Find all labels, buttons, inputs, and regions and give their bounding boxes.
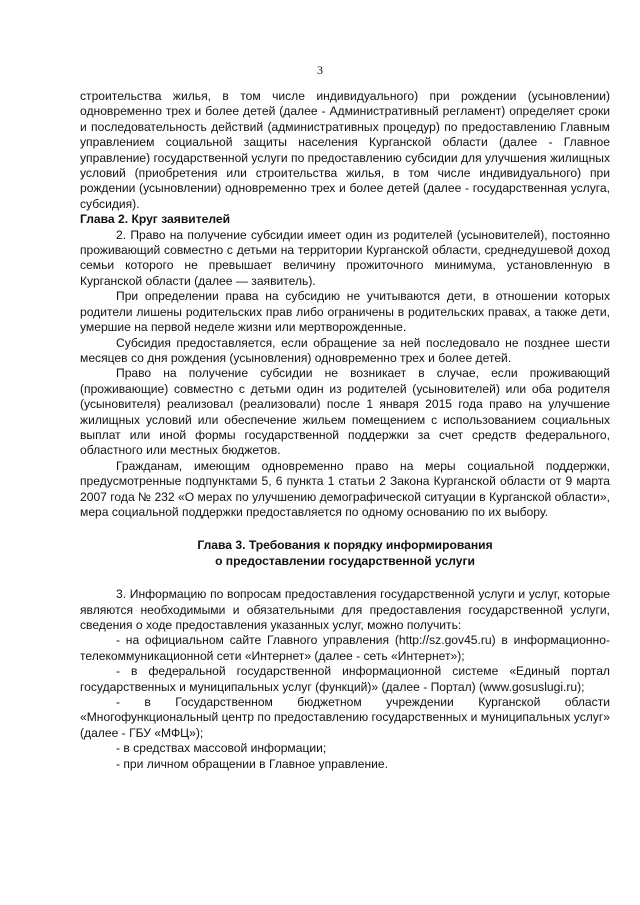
paragraph: Право на получение субсидии не возникает в случае, если проживающий (проживающие) совместно с детьми один из родителей (усыновителей) или оба родителя (усыновителя) реализовал (реализовали) после 1 января 2015 года право на улучшение жилищных условий или обеспечение жильем помещением с использованием социальных выплат или иной формы государственной поддержки за счет средств федерального, областного или местных бюджетов.: [80, 366, 610, 458]
page-number: 3: [317, 63, 323, 77]
list-item: - при личном обращении в Главное управление.: [116, 756, 389, 771]
paragraph: Субсидия предоставляется, если обращение за ней последовало не позднее шести месяцев со дня рождения (усыновления) одновременно трех и более детей.: [80, 335, 610, 365]
chapter-2-heading: Глава 2. Круг заявителей: [80, 212, 231, 227]
chapter-3-heading-line2: о предоставлении государственной услуги: [215, 553, 475, 568]
paragraph: При определении права на субсидию не учитываются дети, в отношении которых родители лишены родительских прав либо ограничены в родительских правах, а также дети, умершие на первой неделе жизни или мертворожденные.: [80, 289, 610, 335]
list-item: - в средствах массовой информации;: [116, 741, 327, 756]
list-item: - в федеральной государственной информационной системе «Единый портал государственных и муниципальных услуг (функций)» (далее - Портал) (www.gosuslugi.ru);: [80, 664, 610, 694]
paragraph: 2. Право на получение субсидии имеет один из родителей (усыновителей), постоянно проживающий совместно с детьми на территории Курганской области, среднедушевой доход семьи которого не превышает величину прожиточного минимума, установленную в Курганской области (далее — заявитель).: [80, 227, 610, 288]
paragraph: 3. Информацию по вопросам предоставления государственной услуги и услуг, которые являются необходимыми и обязательными для предоставления государственной услуги, сведения о ходе предоставления указанных услуг, можно получить:: [80, 587, 610, 632]
list-item: - на официальном сайте Главного управления (http://sz.gov45.ru) в информационно-телекоммуникационной сети «Интернет» (далее - сеть «Интернет»);: [80, 633, 610, 663]
intro-paragraph: строительства жилья, в том числе индивидуального) при рождении (усыновлении) одновременно трех и более детей (далее - Административный регламент) определяет сроки и последовательность действий (административных процедур) по предоставлению Главным управлением социальной защиты населения Курганской области (далее - Главное управление) государственной услуги по предоставлению субсидии для улучшения жилищных условий (приобретения или строительства жилья, в том числе индивидуального) при рождении (усыновлении) одновременно трех и более детей (далее - государственная услуга, субсидия).: [80, 89, 610, 211]
chapter-3-heading-line1: Глава 3. Требования к порядку информирования: [197, 538, 493, 553]
document-body: [80, 89, 610, 772]
paragraph: Гражданам, имеющим одновременно право на меры социальной поддержки, предусмотренные подпунктами 5, 6 пункта 1 статьи 2 Закона Курганской области от 9 марта 2007 года № 232 «О мерах по улучшению демографической ситуации в Курганской области», мера социальной поддержки предоставляется по одному основанию по их выбору.: [80, 458, 610, 519]
list-item: - в Государственном бюджетном учреждении Курганской области «Многофункциональный центр по предоставлению государственных и муниципальных услуг» (далее - ГБУ «МФЦ»);: [80, 695, 610, 740]
chapter-3-heading: [80, 538, 610, 569]
